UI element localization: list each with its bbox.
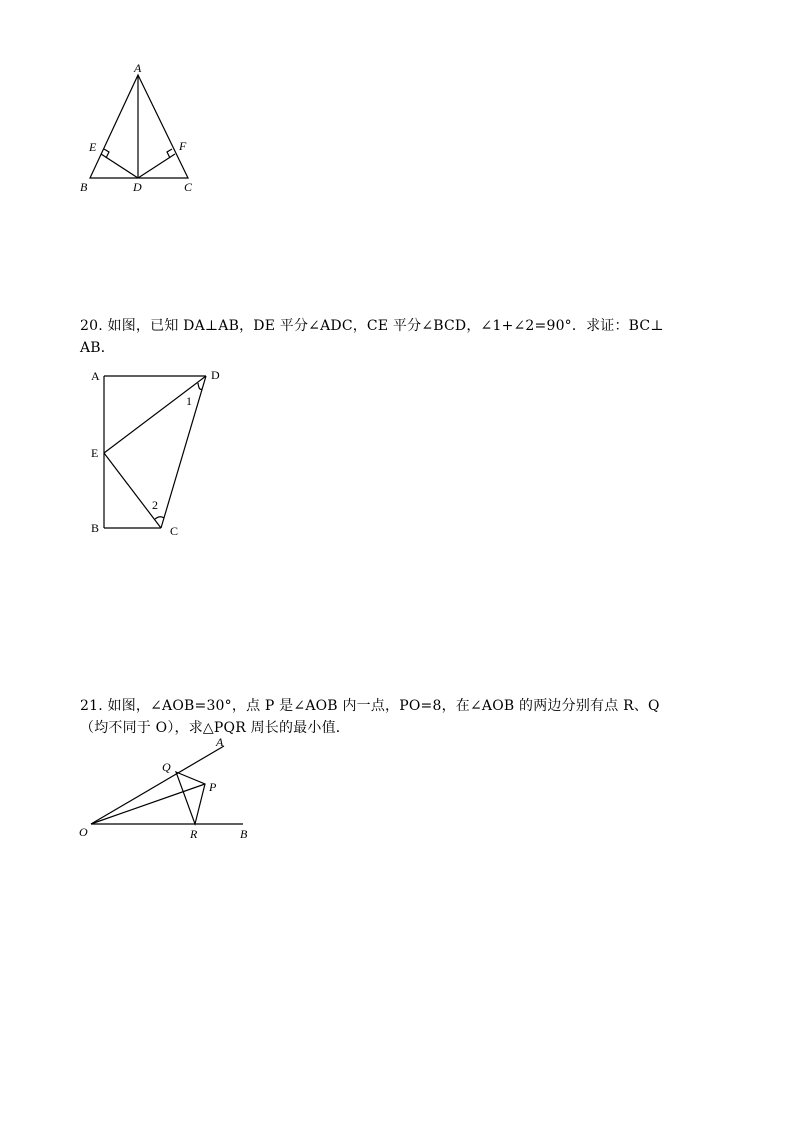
triangle-abc — [90, 75, 188, 178]
label-d: D — [133, 180, 142, 194]
label-e: E — [91, 446, 99, 460]
figure-19-triangle — [70, 58, 210, 198]
question-20-line-2: AB． — [80, 340, 115, 356]
label-q: Q — [162, 760, 171, 774]
segment-ed — [104, 376, 206, 453]
label-r: R — [190, 827, 198, 841]
label-b: B — [240, 827, 248, 841]
segment-cd — [161, 376, 206, 528]
label-p: P — [209, 780, 217, 794]
label-b: B — [91, 521, 100, 535]
ray-oa — [91, 746, 224, 824]
angle-arc-1 — [198, 383, 202, 389]
angle-arc-2 — [155, 517, 164, 519]
label-d: D — [211, 368, 220, 382]
label-e: E — [89, 140, 97, 154]
question-20-line-1: 20. 如图，已知 DA⊥AB，DE 平分∠ADC，CE 平分∠BCD，∠1+∠2=90°．求证：BC⊥ — [80, 318, 664, 334]
label-angle-2: 2 — [152, 498, 158, 512]
segment-ec — [104, 453, 161, 528]
question-20-text — [80, 315, 730, 359]
question-21-line-1: 21. 如图，∠AOB=30°，点 P 是∠AOB 内一点，PO=8，在∠AOB 的两边分别有点 R、Q — [80, 698, 660, 714]
label-a: A — [91, 369, 100, 383]
label-o: O — [79, 825, 88, 839]
question-21-line-2: （均不同于 O），求△PQR 周长的最小值． — [80, 720, 350, 736]
figure-21-angle — [72, 733, 257, 843]
label-angle-1: 1 — [186, 394, 192, 408]
label-c: C — [184, 180, 193, 194]
label-c: C — [170, 524, 179, 538]
label-a: A — [134, 61, 142, 75]
label-f: F — [179, 139, 187, 153]
label-b: B — [80, 180, 88, 194]
figure-20-quadrilateral — [85, 362, 230, 542]
label-a: A — [216, 735, 224, 749]
triangle-pqr — [176, 772, 205, 824]
